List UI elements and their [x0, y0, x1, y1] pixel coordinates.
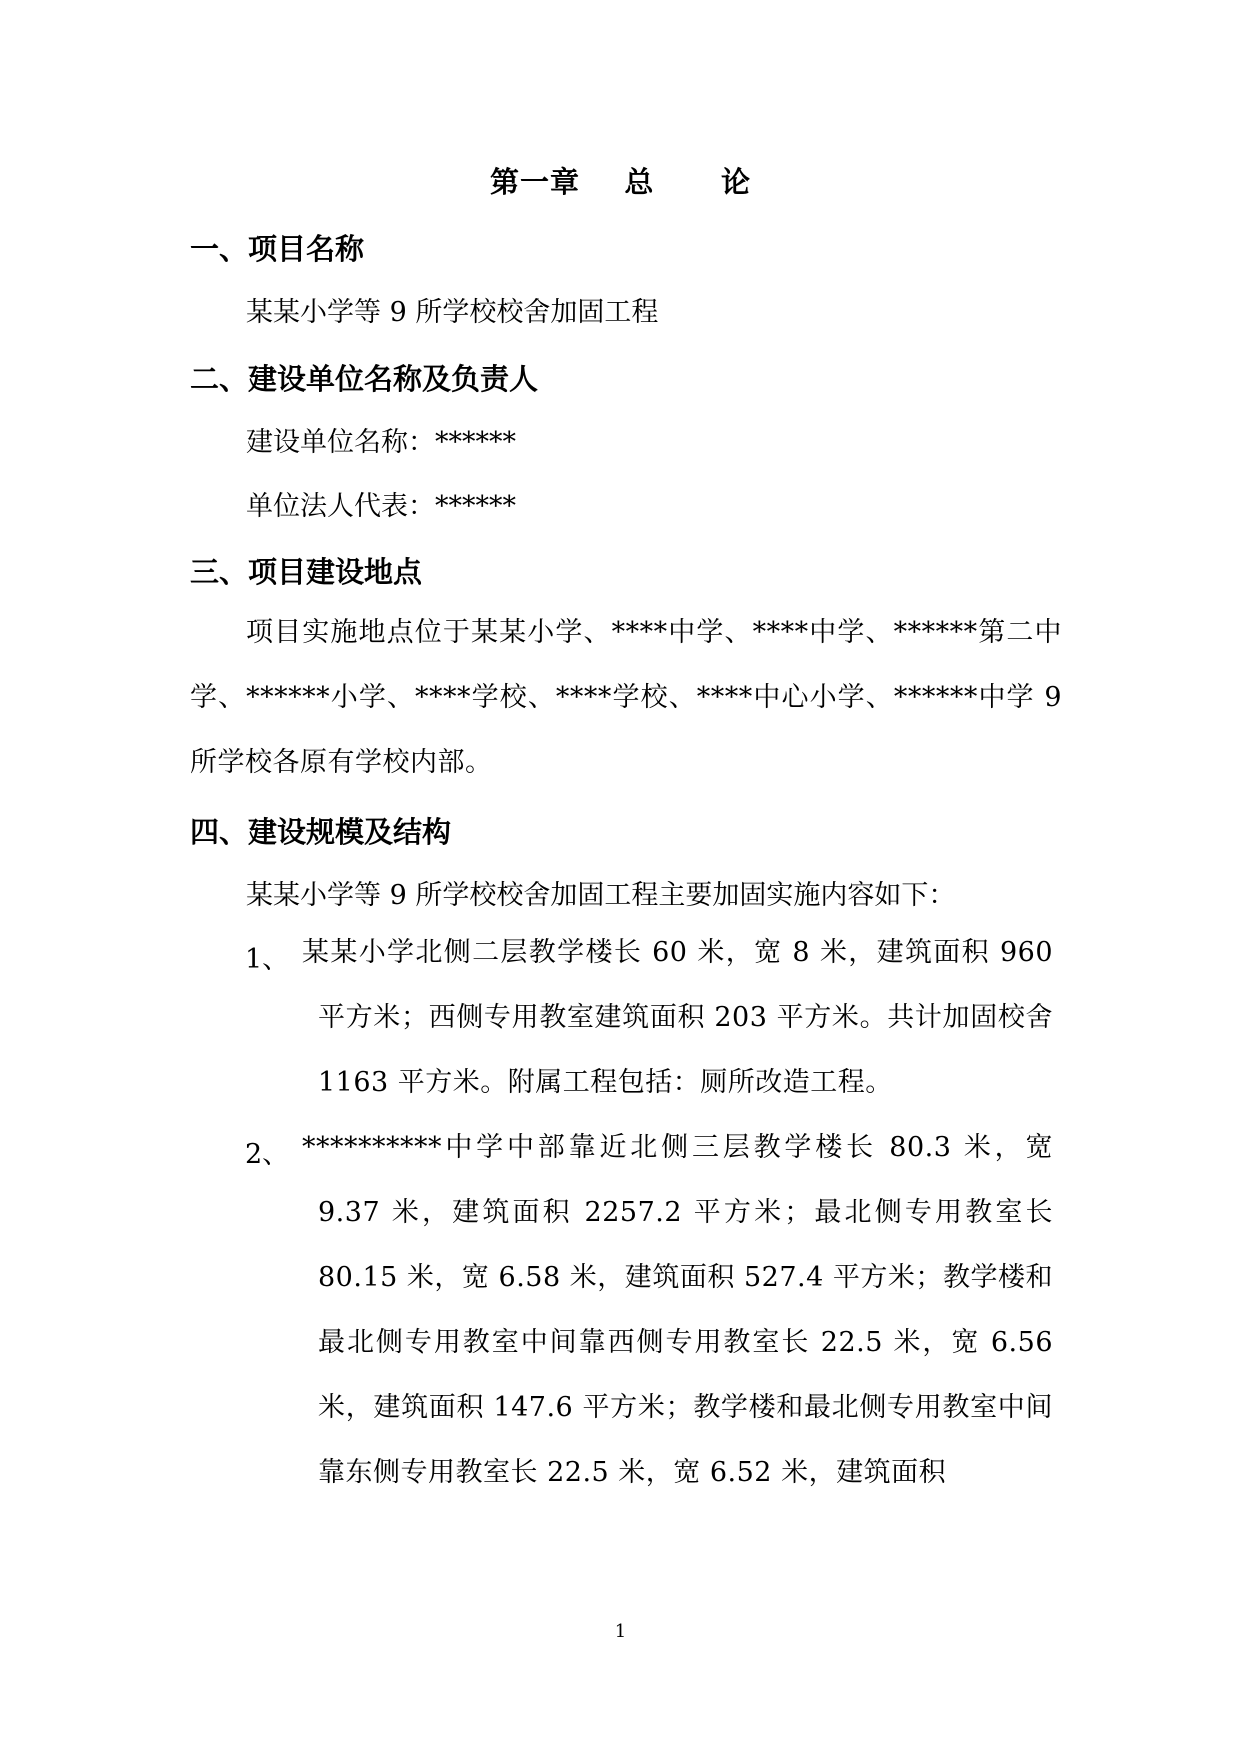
- project-name-text: 某某小学等 9 所学校校舍加固工程: [246, 297, 659, 328]
- chapter-title-word-1: 总: [624, 165, 655, 199]
- section-heading-project-name: 一、项目名称: [190, 232, 365, 266]
- chapter-title: [0, 160, 1241, 201]
- section-heading-owner: 二、建设单位名称及负责人: [190, 362, 539, 396]
- section-heading-scale: 四、建设规模及结构: [190, 815, 452, 849]
- list-item-text: 某某小学北侧二层教学楼长 60 米，宽 8 米，建筑面积 960 平方米；西侧专用教室建筑面积 203 平方米。共计加固校舍 1163 平方米。附属工程包括：厕所改造工程。: [302, 937, 1053, 1098]
- owner-name-line: 建设单位名称：******: [246, 427, 516, 458]
- chapter-number: 第一章: [489, 165, 580, 199]
- scale-intro-text: 某某小学等 9 所学校校舍加固工程主要加固实施内容如下：: [246, 880, 956, 911]
- location-paragraph: 项目实施地点位于某某小学、****中学、****中学、******第二中学、******小学、****学校、****学校、****中心小学、******中学 9 所学校各原有学校内部。: [190, 617, 1062, 778]
- list-item-number: 2、: [245, 1139, 290, 1170]
- list-item-text: **********中学中部靠近北侧三层教学楼长 80.3 米，宽 9.37 米，建筑面积 2257.2 平方米；最北侧专用教室长 80.15 米，宽 6.58 米，建筑面积 527.4 平方米；教学楼和最北侧专用教室中间靠西侧专用教室长 22.5 米，宽 6.56 米，建筑面积 147.6 平方米；教学楼和最北侧专用教室中间靠东侧专用教室长 22.5 米，宽 6.52 米，建筑面积: [302, 1132, 1053, 1488]
- page-number: 1: [614, 1621, 627, 1642]
- legal-representative-line: 单位法人代表：******: [246, 491, 516, 522]
- chapter-title-word-2: 论: [720, 165, 751, 199]
- list-item-number: 1、: [245, 944, 290, 975]
- section-heading-location: 三、项目建设地点: [190, 555, 423, 589]
